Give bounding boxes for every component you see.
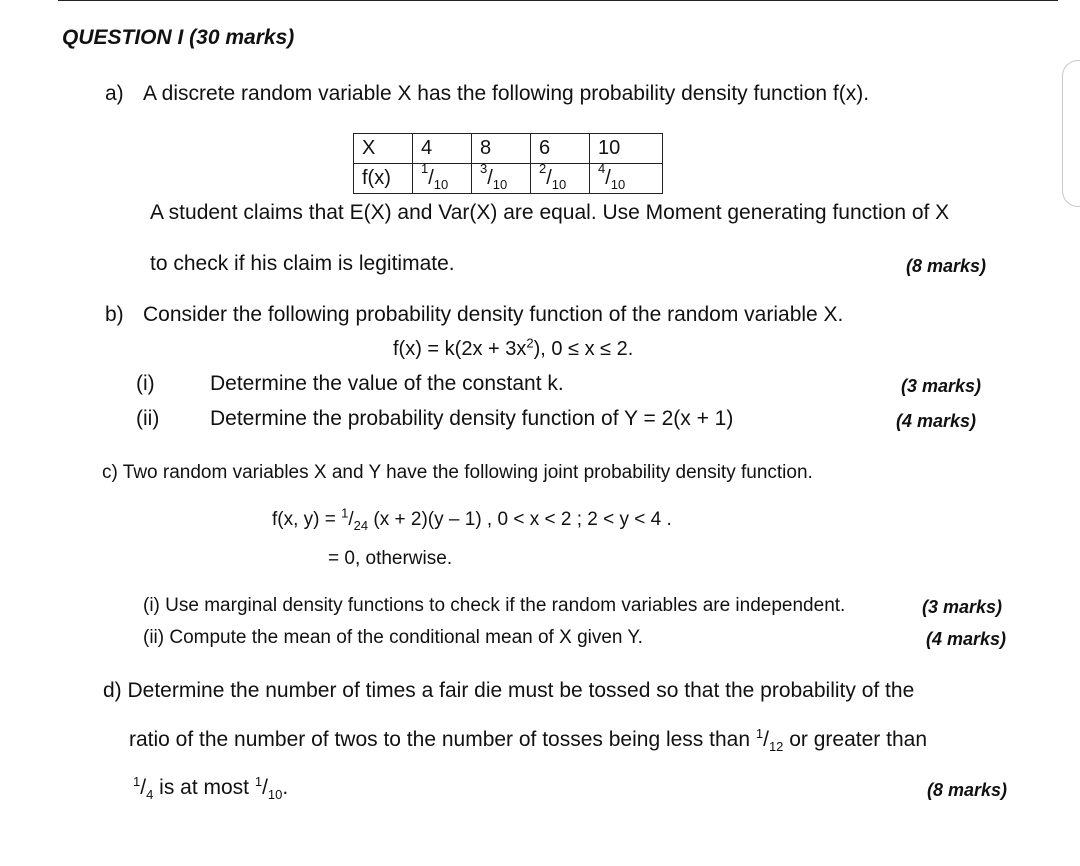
part-a-intro: A discrete random variable X has the following probability density function f(x). bbox=[143, 82, 870, 105]
part-c-item-marks: (3 marks) bbox=[922, 597, 1003, 617]
part-b-item-text: Determine the probability density function of Y = 2(x + 1) bbox=[210, 407, 734, 430]
part-c-intro: c) Two random variables X and Y have the following joint probability density function. bbox=[102, 462, 813, 483]
table-header-fx: f(x) bbox=[354, 164, 413, 194]
part-b-formula: $f(x) = k(2x + 3x^2)$, 0 ≤ x ≤ 2. bbox=[393, 335, 634, 360]
table-header-x: X bbox=[354, 134, 413, 164]
pdf-table bbox=[353, 133, 663, 194]
part-b-intro: Consider the following probability density function of the random variable X. bbox=[143, 303, 844, 326]
table-cell-fraction: $^3/_{10}$ bbox=[472, 164, 531, 194]
part-b-item-text: Determine the value of the constant k. bbox=[210, 372, 564, 395]
part-c-otherwise: = 0, otherwise. bbox=[328, 548, 453, 569]
part-c-item-text: (ii) Compute the mean of the conditional mean of X given Y. bbox=[143, 627, 643, 648]
table-cell-fraction: $^4/_{10}$ bbox=[590, 164, 663, 194]
part-c-item-text: (i) Use marginal density functions to check if the random variables are independent. bbox=[143, 595, 846, 616]
part-d-line1: d) Determine the number of times a fair die must be tossed so that the probability of the bbox=[103, 679, 915, 702]
top-rule bbox=[58, 0, 1058, 1]
part-d-line2: ratio of the number of twos to the number of tosses being less than $^1/_{12}$ or greater than bbox=[129, 726, 927, 755]
part-d-marks: (8 marks) bbox=[927, 780, 1008, 800]
part-b-item-num: (ii) bbox=[136, 407, 160, 430]
part-a-claim-line2: to check if his claim is legitimate. bbox=[150, 252, 455, 275]
part-c-item-marks: (4 marks) bbox=[926, 629, 1007, 649]
table-cell: 8 bbox=[472, 134, 531, 164]
part-a-label: a) bbox=[105, 82, 124, 105]
table-row bbox=[354, 164, 663, 194]
page-corner-decoration bbox=[1062, 60, 1080, 207]
part-b-label: b) bbox=[105, 303, 124, 326]
table-row bbox=[354, 134, 663, 164]
part-d-line3: $^1/_4$ is at most $^1/_{10}$. bbox=[133, 774, 289, 803]
table-cell-fraction: $^2/_{10}$ bbox=[531, 164, 590, 194]
part-a-claim-line1: A student claims that E(X) and Var(X) are equal. Use Moment generating function of X bbox=[150, 201, 950, 224]
part-b-item-marks: (3 marks) bbox=[901, 376, 982, 396]
table-cell-fraction: $^1/_{10}$ bbox=[413, 164, 472, 194]
question-title: QUESTION I (30 marks) bbox=[62, 26, 295, 49]
table-cell: 6 bbox=[531, 134, 590, 164]
table-cell: 10 bbox=[590, 134, 663, 164]
part-b-item-marks: (4 marks) bbox=[896, 411, 977, 431]
part-c-joint-pdf: f(x, $y) = ^1/_{24}$ (x + 2)(y – 1) , 0 < x < 2 ; 2 < y < 4 . bbox=[272, 505, 672, 533]
part-a-marks: (8 marks) bbox=[906, 256, 987, 276]
part-b-item-num: (i) bbox=[136, 372, 155, 395]
table-cell: 4 bbox=[413, 134, 472, 164]
